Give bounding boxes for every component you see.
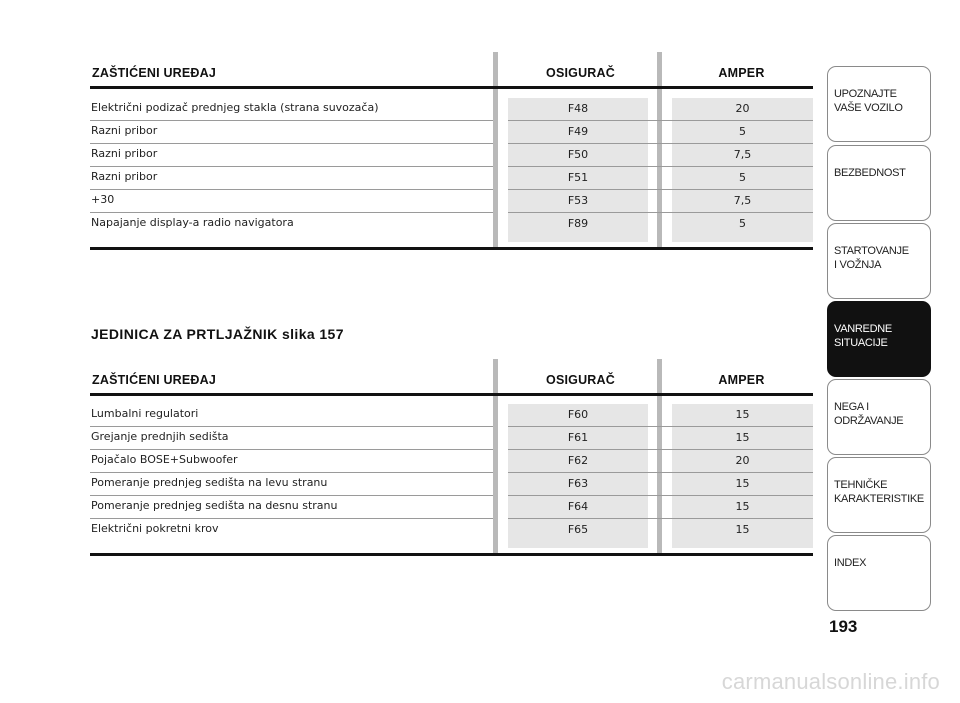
- chapter-tab-label: NEGA I ODRŽAVANJE: [834, 401, 904, 427]
- fuse-cell: F49: [567, 125, 589, 138]
- device-cell: Pomeranje prednjeg sedišta na desnu stranu: [91, 499, 338, 512]
- fuse-cell: F89: [567, 217, 589, 230]
- fuse-cell: F51: [567, 171, 589, 184]
- header-fuse: OSIGURAČ: [546, 373, 615, 387]
- fuse-cell: F61: [567, 431, 589, 444]
- device-cell: Električni podizač prednjeg stakla (strana suvozača): [91, 101, 379, 114]
- device-cell: +30: [91, 193, 115, 206]
- amp-cell: 15: [735, 408, 750, 421]
- fuse-cell: F65: [567, 523, 589, 536]
- header-device: ZAŠTIĆENI UREĐAJ: [92, 373, 217, 387]
- table-row: [90, 404, 813, 427]
- fuse-cell: F50: [567, 148, 589, 161]
- table-row: [90, 519, 813, 542]
- chapter-tab[interactable]: [827, 66, 931, 142]
- fuse-cell: F60: [567, 408, 589, 421]
- header-fuse: OSIGURAČ: [546, 66, 615, 80]
- table-bottom-rule: [90, 247, 813, 250]
- header-rule: [90, 393, 813, 396]
- device-cell: Napajanje display-a radio navigatora: [91, 216, 294, 229]
- amp-cell: 15: [735, 477, 750, 490]
- chapter-tab-label: STARTOVANJE I VOŽNJA: [834, 245, 909, 271]
- amp-cell: 15: [735, 523, 750, 536]
- table-row: [90, 190, 813, 213]
- page-number: 193: [829, 617, 858, 636]
- header-amp: AMPER: [718, 66, 765, 80]
- device-cell: Električni pokretni krov: [91, 522, 219, 535]
- header-amp: AMPER: [718, 373, 765, 387]
- chapter-tab[interactable]: [827, 301, 931, 377]
- table-row: [90, 213, 813, 236]
- table-row: [90, 144, 813, 167]
- device-cell: Razni pribor: [91, 124, 158, 137]
- table-row: [90, 98, 813, 121]
- device-cell: Razni pribor: [91, 170, 158, 183]
- device-cell: Grejanje prednjih sedišta: [91, 430, 229, 443]
- fuse-table-2: [90, 373, 813, 563]
- amp-cell: 7,5: [733, 194, 752, 207]
- amp-cell: 7,5: [733, 148, 752, 161]
- chapter-tab-label: UPOZNAJTE VAŠE VOZILO: [834, 88, 903, 114]
- section-title: JEDINICA ZA PRTLJAŽNIK slika 157: [91, 326, 344, 342]
- fuse-cell: F63: [567, 477, 589, 490]
- fuse-cell: F62: [567, 454, 589, 467]
- device-cell: Pomeranje prednjeg sedišta na levu stranu: [91, 476, 328, 489]
- chapter-tab-label: INDEX: [834, 557, 867, 569]
- chapter-tab[interactable]: [827, 223, 931, 299]
- header-rule: [90, 86, 813, 89]
- chapter-tab[interactable]: [827, 379, 931, 455]
- chapter-tab[interactable]: [827, 535, 931, 611]
- amp-cell: 15: [735, 500, 750, 513]
- table-row: [90, 167, 813, 190]
- header-device: ZAŠTIĆENI UREĐAJ: [92, 66, 217, 80]
- amp-cell: 20: [735, 102, 750, 115]
- chapter-tab[interactable]: [827, 457, 931, 533]
- amp-cell: 5: [739, 217, 746, 230]
- chapter-tab-label: BEZBEDNOST: [834, 167, 906, 179]
- table-row: [90, 450, 813, 473]
- chapter-tab[interactable]: [827, 145, 931, 221]
- amp-cell: 5: [739, 125, 746, 138]
- amp-cell: 5: [739, 171, 746, 184]
- chapter-tab-label: TEHNIČKE KARAKTERISTIKE: [834, 479, 924, 505]
- amp-cell: 15: [735, 431, 750, 444]
- table-bottom-rule: [90, 553, 813, 556]
- device-cell: Lumbalni regulatori: [91, 407, 199, 420]
- table-row: [90, 473, 813, 496]
- table-row: [90, 496, 813, 519]
- fuse-table-1: [90, 66, 813, 256]
- amp-cell: 20: [735, 454, 750, 467]
- table-row: [90, 121, 813, 144]
- watermark: carmanualsonline.info: [721, 669, 940, 694]
- device-cell: Razni pribor: [91, 147, 158, 160]
- table-row: [90, 427, 813, 450]
- device-cell: Pojačalo BOSE+Subwoofer: [91, 453, 238, 466]
- chapter-tab-label: VANREDNE SITUACIJE: [834, 323, 892, 349]
- fuse-cell: F48: [567, 102, 589, 115]
- fuse-cell: F64: [567, 500, 589, 513]
- fuse-cell: F53: [567, 194, 589, 207]
